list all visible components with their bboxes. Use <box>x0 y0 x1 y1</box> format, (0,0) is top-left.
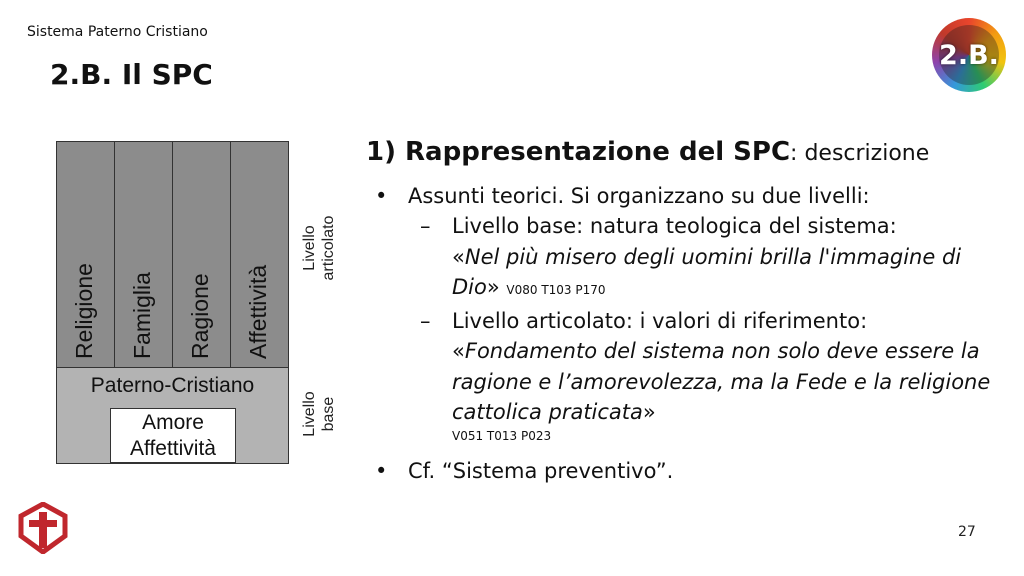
slide-content <box>366 137 1006 486</box>
level-base-line-1: Livello <box>301 391 318 437</box>
quote-open: « <box>452 244 465 269</box>
level-base-line-2: base <box>320 396 337 432</box>
cross-logo-icon <box>18 502 68 554</box>
column-label: Affettività <box>244 264 271 359</box>
section-badge <box>932 18 1006 92</box>
sub-item-base <box>366 211 1006 306</box>
sub-text: Livello articolato: i valori di riferimento: <box>452 308 868 333</box>
column-famiglia <box>115 142 173 367</box>
heading-rest: : descrizione <box>790 141 930 166</box>
column-affettivita <box>231 142 288 367</box>
level-base-label <box>300 381 338 447</box>
bullet-symbol: • <box>375 184 388 208</box>
level-articolato-line-2: articolato <box>320 215 337 281</box>
page-number: 27 <box>958 524 976 540</box>
badge-label: 2.B. <box>939 39 999 71</box>
bullet-list <box>366 181 1006 486</box>
value-columns <box>57 142 288 367</box>
level-articolato-label <box>300 203 338 293</box>
base-label: Paterno-Cristiano <box>90 374 255 397</box>
bullet-text: Cf. “Sistema preventivo”. <box>408 458 674 483</box>
core-line-1: Amore <box>142 411 204 434</box>
section-name: Sistema Paterno Cristiano <box>27 24 208 40</box>
column-religione <box>57 142 115 367</box>
level-divider <box>57 367 288 368</box>
column-label: Religione <box>70 263 97 359</box>
reference: V051 T013 P023 <box>452 428 552 443</box>
quote-open: « <box>452 339 465 363</box>
dash-symbol: – <box>420 308 431 333</box>
level-articolato-line-1: Livello <box>301 225 318 271</box>
bullet-item <box>366 181 1006 444</box>
sub-text: Livello base: natura teologica del sistema: <box>452 214 897 238</box>
bullet-symbol: • <box>375 458 388 483</box>
quote-text: Fondamento del sistema non solo deve essere la ragione e l’amorevolezza, ma la Fede e la religione cattolica praticata <box>452 339 991 424</box>
column-label: Famiglia <box>128 272 155 359</box>
core-box <box>110 408 236 463</box>
column-ragione <box>173 142 231 367</box>
heading-bold: 1) Rappresentazione del SPC <box>366 137 791 167</box>
bullet-text: Assunti teorici. Si organizzano su due livelli: <box>408 184 870 208</box>
dash-symbol: – <box>420 214 431 238</box>
sub-item-articolato <box>366 306 1006 444</box>
quote-close: » <box>642 400 656 424</box>
reference: V080 T103 P170 <box>506 283 606 297</box>
slide-title: 2.B. Il SPC <box>50 58 213 91</box>
bullet-item <box>366 456 1006 486</box>
column-label: Ragione <box>186 273 213 359</box>
quote-text: Nel più misero degli uomini brilla l'immagine di Dio <box>452 244 962 299</box>
quote-close: » <box>486 275 500 299</box>
core-line-2: Affettività <box>130 437 216 460</box>
content-heading <box>366 137 1006 167</box>
spc-diagram <box>56 141 289 464</box>
